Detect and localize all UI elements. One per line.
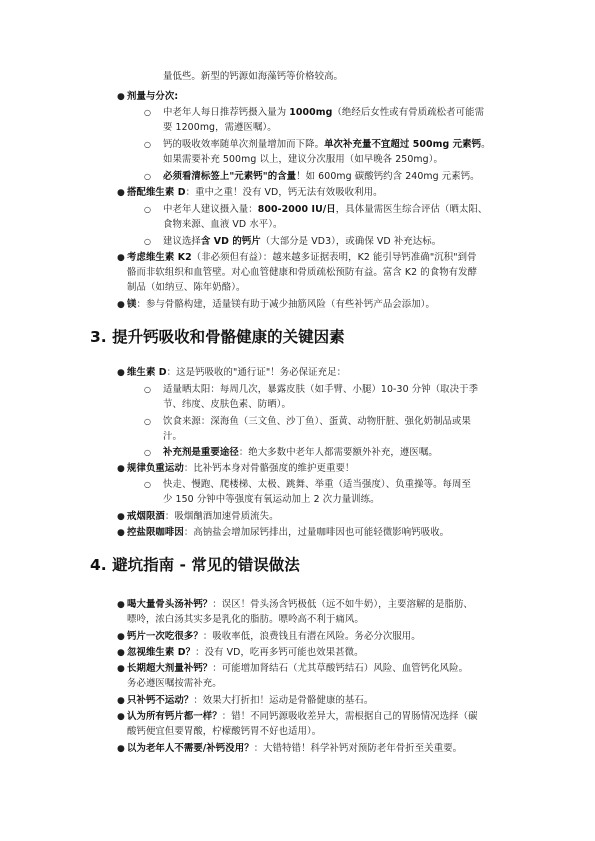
sub-item-text: 必须看清标签上"元素钙"的含量！如 600mg 碳酸钙约含 240mg 元素钙。 bbox=[163, 171, 480, 182]
sub-bullet-circle: ○ bbox=[144, 385, 151, 394]
bullet-dot: ● bbox=[117, 712, 125, 722]
list-item: 以为老年人不需要/补钙没用？：大错特错！科学补钙对预防老年骨折至关重要。 bbox=[127, 743, 463, 754]
sub-bullet-circle: ○ bbox=[144, 140, 151, 149]
sub-item-text: 适量晒太阳：每周几次，暴露皮肤（如手臂、小腿）10-30 分钟（取决于季 bbox=[163, 384, 479, 395]
list-item-smoking: 戒烟限酒：吸烟酗酒加速骨质流失。 bbox=[127, 511, 279, 522]
list-item-magnesium: 镁：参与骨骼构建，适量镁有助于减少抽筋风险（有些补钙产品会添加）。 bbox=[127, 299, 435, 310]
sub-bullet-circle: ○ bbox=[144, 480, 151, 489]
sub-bullet-circle: ○ bbox=[144, 448, 151, 457]
list-item-vitamin-d: 维生素 D：这是钙吸收的"通行证"！务必保证充足： bbox=[127, 367, 347, 378]
sub-item-text: 饮食来源：深海鱼（三文鱼、沙丁鱼）、蛋黄、动物肝脏、强化奶制品或果 bbox=[163, 416, 471, 427]
list-item-exercise: 规律负重运动：比补钙本身对骨骼强度的维护更重要！ bbox=[127, 463, 355, 474]
sub-item-text: 建议选择含 VD 的钙片（大部分是 VD3），或确保 VD 补充达标。 bbox=[163, 236, 442, 247]
list-item-text-cont: 嘌呤，浓白汤其实多是乳化的脂肪。嘌呤高不利于痛风。 bbox=[127, 614, 364, 625]
bullet-dot: ● bbox=[117, 744, 125, 754]
bullet-dot: ● bbox=[117, 188, 125, 198]
sub-bullet-circle: ○ bbox=[144, 205, 151, 214]
sub-item-text-cont: 节、纬度、皮肤色素、防晒）。 bbox=[163, 399, 291, 410]
bullet-dot: ● bbox=[117, 368, 125, 378]
bullet-dot: ● bbox=[117, 253, 125, 263]
section-heading: 4. 避坑指南 - 常见的错误做法 bbox=[90, 556, 300, 574]
bullet-dot: ● bbox=[117, 648, 125, 658]
bullet-dot: ● bbox=[117, 92, 125, 102]
list-item: 忽视维生素 D？：没有 VD，吃再多钙可能也效果甚微。 bbox=[127, 647, 364, 658]
sub-item-text-cont: 汁。 bbox=[163, 431, 182, 442]
sub-bullet-circle: ○ bbox=[144, 417, 151, 426]
list-item: 喝大量骨头汤补钙？：误区！骨头汤含钙极低（远不如牛奶），主要溶解的是脂肪、 bbox=[127, 599, 473, 610]
sub-item-text: 快走、慢跑、爬楼梯、太极、跳舞、举重（适当强度）、负重操等。每周至 bbox=[163, 479, 471, 490]
bullet-dot: ● bbox=[117, 632, 125, 642]
bullet-dot: ● bbox=[117, 600, 125, 610]
bullet-dot: ● bbox=[117, 300, 125, 310]
bullet-dot: ● bbox=[117, 696, 125, 706]
list-item: 钙片一次吃很多？：吸收率低，浪费钱且有潜在风险。务必分次服用。 bbox=[127, 631, 421, 642]
list-item-text-cont: 务必遵医嘱按需补充。 bbox=[127, 678, 222, 689]
sub-item-text-cont: 要 1200mg，需遵医嘱）。 bbox=[163, 122, 277, 133]
list-item: 只补钙不运动？：效果大打折扣！运动是骨骼健康的基石。 bbox=[127, 695, 374, 706]
list-item-dose bbox=[127, 90, 178, 104]
sub-bullet-circle: ○ bbox=[144, 108, 151, 117]
list-item-vitamin-k2: 考虑维生素 K2（非必须但有益）：越来越多证据表明，K2 能引导钙准确"沉积"到骨 bbox=[127, 252, 477, 263]
sub-bullet-circle: ○ bbox=[144, 237, 151, 246]
bullet-dot: ● bbox=[117, 664, 125, 674]
item-label: 剂量与分次: bbox=[127, 91, 179, 102]
list-item-text-cont: 制品（如纳豆、陈年奶酪）。 bbox=[127, 282, 246, 293]
list-item-text-cont: 骼而非软组织和血管壁。对心血管健康和骨质疏松预防有益。富含 K2 的食物有发酵 bbox=[127, 267, 478, 278]
sub-bullet-circle: ○ bbox=[144, 172, 151, 181]
list-item: 长期超大剂量补钙？：可能增加肾结石（尤其草酸钙结石）风险、血管钙化风险。 bbox=[127, 663, 469, 674]
bullet-dot: ● bbox=[117, 528, 125, 538]
sub-item-text-cont: 如果需要补充 500mg 以上，建议分次服用（如早晚各 250mg）。 bbox=[163, 154, 443, 165]
sub-item-text-cont: 少 150 分钟中等强度有氧运动加上 2 次力量训练。 bbox=[163, 494, 380, 505]
list-item-vitamin-d: 搭配维生素 D：重中之重！没有 VD，钙无法有效吸收利用。 bbox=[127, 187, 383, 198]
bullet-dot: ● bbox=[117, 464, 125, 474]
bullet-dot: ● bbox=[117, 512, 125, 522]
list-item: 认为所有钙片都一样？：错！不同钙源吸收差异大，需根据自己的胃肠情况选择（碳 bbox=[127, 711, 478, 722]
sub-item-text: 中老年人建议摄入量：800-2000 IU/日，具体量需医生综合评估（晒太阳、 bbox=[163, 204, 488, 215]
paragraph-continuation: 量低些。新型的钙源如海藻钙等价格较高。 bbox=[163, 71, 344, 82]
section-heading: 3. 提升钙吸收和骨骼健康的关键因素 bbox=[90, 328, 345, 346]
sub-item-text: 钙的吸收效率随单次剂量增加而下降。单次补充量不宜超过 500mg 元素钙。 bbox=[163, 139, 491, 150]
list-item-text-cont: 酸钙便宜但要胃酸，柠檬酸钙胃不好也适用）。 bbox=[127, 726, 322, 737]
sub-item-text: 补充剂是重要途径：绝大多数中老年人都需要额外补充，遵医嘱。 bbox=[163, 447, 438, 458]
list-item-salt: 控盐限咖啡因：高钠盐会增加尿钙排出，过量咖啡因也可能轻微影响钙吸收。 bbox=[127, 527, 450, 538]
sub-item-text-cont: 食物来源、血液 VD 水平）。 bbox=[163, 219, 283, 230]
sub-item-text: 中老年人每日推荐钙摄入量为 1000mg（绝经后女性或有骨质疏松者可能需 bbox=[163, 107, 485, 118]
